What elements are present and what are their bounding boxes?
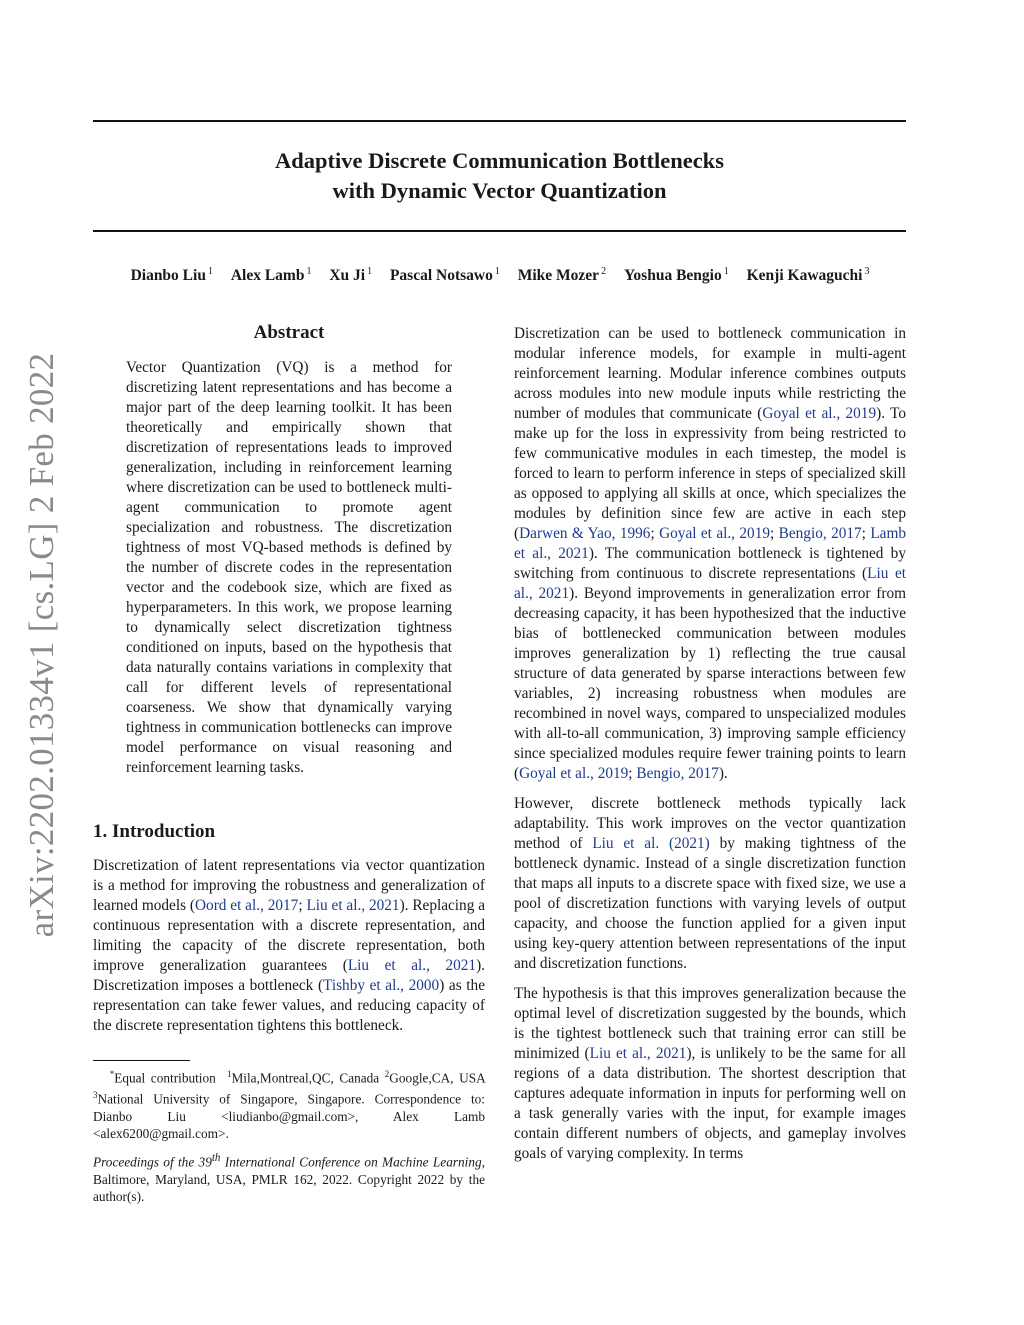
author: Mike Mozer $^2$	[517, 266, 607, 285]
citation-link[interactable]: Goyal et al., 2019	[519, 765, 629, 782]
citation-link[interactable]: Tishby et al., 2000	[323, 977, 440, 994]
body-paragraph: The hypothesis is that this improves generalization because the optimal level of discretization suggested by the bounds, which is the tightest bottleneck such that training error can still be minimized (Liu et al., 2021), is unlikely to be the same for all regions of a data distribution. The shortest description that captures adequate information in inputs for performing well on a task generally varies with the input, for example images contain different numbers of objects, and gameplay involves goals of varying complexity. In terms	[514, 985, 906, 1162]
section-heading-introduction: 1. Introduction	[93, 821, 216, 842]
citation-link[interactable]: Bengio, 2017	[778, 525, 862, 542]
author: Xu Ji $^1$	[329, 266, 373, 285]
title-line-1: Adaptive Discrete Communication Bottlenecks	[275, 148, 724, 173]
citation-link[interactable]: Liu et al., 2021	[589, 1045, 687, 1062]
title-top-rule	[93, 120, 906, 122]
abstract-heading: Abstract	[253, 322, 325, 343]
citation-link[interactable]: Bengio, 2017	[636, 765, 719, 782]
author: Alex Lamb $^1$	[230, 266, 312, 285]
citation-link[interactable]: Darwen & Yao, 1996	[519, 525, 651, 542]
author: Kenji Kawaguchi $^3$	[746, 266, 870, 285]
citation-link[interactable]: Liu et al., 2021	[306, 897, 400, 914]
right-column	[514, 324, 906, 1174]
citation-link[interactable]: Liu et al., 2021	[514, 565, 907, 602]
citation-link[interactable]: Liu et al. (2021)	[592, 835, 710, 852]
author-list	[60, 266, 940, 285]
proceedings-note: Proceedings of the 39th International Conference on Machine Learning, Baltimore, Maryland, USA, PMLR 162, 2022. Copyright 2022 by the author(s).	[93, 1152, 485, 1205]
footnote-rule	[93, 1060, 190, 1061]
title-bottom-rule	[93, 230, 906, 232]
footnote: *Equal contribution $^1$Mila,Montreal,QC, Canada $^2$Google,CA, USA $^3$National University of Singapore, Singapore. Correspondence to: Dianbo Liu <liudianbo@gmail.com>, Alex Lamb <alex6200@gmail.com>.	[93, 1069, 485, 1142]
author: Yoshua Bengio $^1$	[623, 266, 729, 285]
citation-link[interactable]: Oord et al., 2017	[195, 897, 299, 914]
intro-paragraph: Discretization of latent representations via vector quantization is a method for improving the robustness and generalization of learned models (Oord et al., 2017; Liu et al., 2021). Replacing a continuous representation with a discrete representation, and limiting the capacity of the discrete representation, both improve generalization guarantees (Liu et al., 2021). Discretization imposes a bottleneck (Tishby et al., 2000) as the representation can take fewer values, and reducing capacity of the discrete representation tightens this bottleneck.	[93, 857, 485, 1034]
title-line-2: with Dynamic Vector Quantization	[332, 178, 667, 203]
author: Pascal Notsawo $^1$	[389, 266, 500, 285]
citation-link[interactable]: Goyal et al., 2019	[659, 525, 770, 542]
body-paragraph: However, discrete bottleneck methods typically lack adaptability. This work improves on the vector quantization method of Liu et al. (2021) by making tightness of the bottleneck dynamic. Instead of a single discretization function that maps all inputs to a discrete space with fixed size, we use a pool of discretization functions with varying levels of output capacity, and choose the function applied for a given input using key-query attention between representations of the input and discretization functions.	[514, 795, 906, 972]
citation-link[interactable]: Lamb et al., 2021	[514, 525, 907, 562]
paper-title	[93, 146, 906, 206]
citation-link[interactable]: Liu et al., 2021	[347, 957, 477, 974]
author: Dianbo Liu $^1$	[130, 266, 213, 285]
citation-link[interactable]: Goyal et al., 2019	[762, 405, 877, 422]
arxiv-id[interactable]: arXiv:2202.01334v1 [cs.LG] 2 Feb 2022	[22, 352, 61, 938]
abstract-body: Vector Quantization (VQ) is a method for discretizing latent representations and has become a major part of the deep learning toolkit. It has been theoretically and empirically shown that discretization of representations leads to improved generalization, including in reinforcement learning where discretization can be used to bottleneck multi-agent communication to promote agent specialization and robustness. The discretization tightness of most VQ-based methods is defined by the number of discrete codes in the representation vector and the codebook size, which are fixed as hyperparameters. In this work, we propose learning to dynamically select discretization tightness conditioned on inputs, based on the hypothesis that data naturally contains variations in complexity that call for different levels of representational coarseness. We show that dynamically varying tightness in communication bottlenecks can improve model performance on visual reasoning and reinforcement learning tasks.	[126, 359, 452, 776]
body-paragraph: Discretization can be used to bottleneck communication in modular inference models, for example in multi-agent reinforcement learning. Modular inference combines outputs across modules into new module inputs while restricting the number of modules that communicate (Goyal et al., 2019). To make up for the loss in expressivity from being restricted to few communicative modules in each timestep, the model is forced to learn to perform inference in steps of specialized skill as opposed to applying all skills at once, which specializes the modules by definition since few are active in each step (Darwen & Yao, 1996; Goyal et al., 2019; Bengio, 2017; Lamb et al., 2021). The communication bottleneck is tightened by switching from continuous to discrete representations (Liu et al., 2021). Beyond improvements in generalization error from decreasing capacity, it has been hypothesized that the inductive bias of bottlenecked communication between modules improves generalization by 1) reflecting the true causal structure of data generated by sparse interactions between few variables, 2) increasing robustness when modules are recombined in novel ways, compared to unspecialized modules with all-to-all communication, 3) improving sample efficiency since specialized modules require fewer training points to learn (Goyal et al., 2019; Bengio, 2017).	[514, 325, 907, 782]
